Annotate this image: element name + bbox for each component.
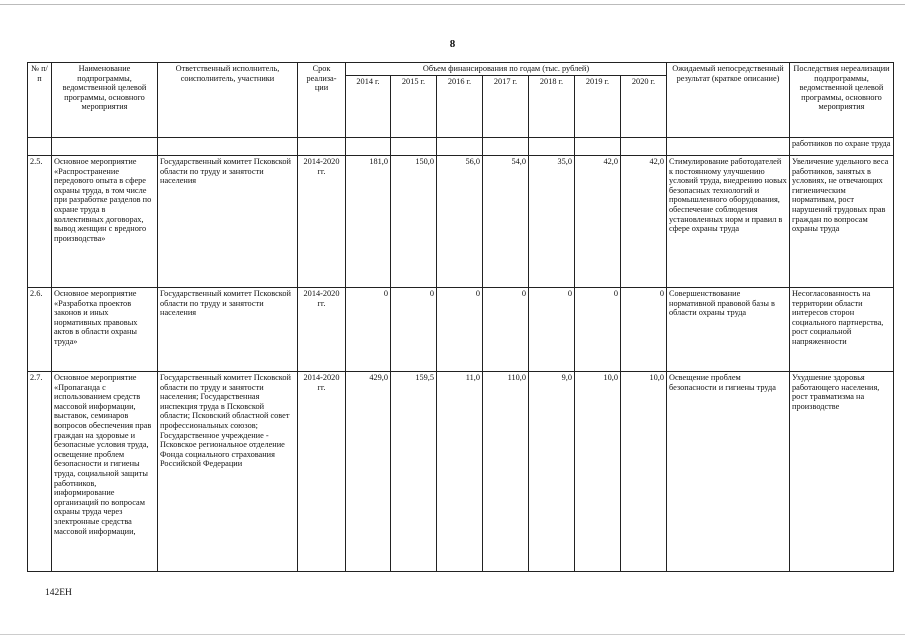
page-number: 8: [449, 38, 456, 50]
header-row-1: [28, 63, 894, 76]
row-consequence: Несогласованность на территории области интересов сторон социального партнерства, рост социальной напряженности: [790, 288, 894, 372]
header-year: 2015 г.: [391, 75, 437, 137]
table-row: [28, 288, 894, 372]
row-value: 42,0: [575, 156, 621, 288]
header-num: № п/п: [28, 63, 52, 138]
header-year: 2019 г.: [575, 75, 621, 137]
header-year: 2017 г.: [483, 75, 529, 137]
header-year: 2020 г.: [621, 75, 667, 137]
row-value: 0: [346, 288, 391, 372]
row-value: 0: [575, 288, 621, 372]
row-name: Основное мероприятие «Пропаганда с использованием средств массовой информации, выставок, семинаров вопросов обеспечения прав граждан на здоровые и безопасные условия труда, освещение проблем безопасности и гигиены труда, социальной защиты работников, информирование организаций по вопросам охраны труда через электронные средства массовой информации,: [52, 372, 158, 572]
row-result: Совершенствование нормативной правовой базы в области охраны труда: [667, 288, 790, 372]
header-executor: Ответственный исполнитель, соисполнитель, участники: [158, 63, 298, 138]
header-year: 2014 г.: [346, 75, 391, 137]
row-value: 0: [483, 288, 529, 372]
row-executor: Государственный комитет Псковской области по труду и занятости населения; Государственная инспекция труда в Псковской области; Псковский областной совет профессиональных союзов; Государственное учреждение - Псковское региональное отделение Фонда социального страхования Российской Федерации: [158, 372, 298, 572]
row-value: 54,0: [483, 156, 529, 288]
row-value: 11,0: [437, 372, 483, 572]
row-value: 0: [621, 288, 667, 372]
row-value: 56,0: [437, 156, 483, 288]
row-executor: Государственный комитет Псковской области по труду и занятости населения: [158, 156, 298, 288]
row-num: 2.5.: [28, 156, 52, 288]
row-executor: Государственный комитет Псковской области по труду и занятости населения: [158, 288, 298, 372]
row-value: 0: [529, 288, 575, 372]
top-scan-edge: [0, 4, 905, 5]
row-value: 429,0: [346, 372, 391, 572]
header-result: Ожидаемый непосредственный результат (краткое описание): [667, 63, 790, 138]
row-value: 35,0: [529, 156, 575, 288]
row-result: Стимулирование работодателей к постоянному улучшению условий труда, внедрению новых безопасных технологий и промышленного оборудования, обеспечение соблюдения установленных норм и правил в сфере охраны труда: [667, 156, 790, 288]
row-value: 42,0: [621, 156, 667, 288]
row-value: 10,0: [621, 372, 667, 572]
header-year: 2016 г.: [437, 75, 483, 137]
table-row: [28, 372, 894, 572]
row-value: 0: [391, 288, 437, 372]
row-value: 9,0: [529, 372, 575, 572]
row-value: 10,0: [575, 372, 621, 572]
bottom-scan-edge: [0, 634, 905, 635]
table-row: [28, 156, 894, 288]
row-value: 110,0: [483, 372, 529, 572]
row-num: 2.7.: [28, 372, 52, 572]
row-num: 2.6.: [28, 288, 52, 372]
row-result: Освещение проблем безопасности и гигиены труда: [667, 372, 790, 572]
header-name: Наименование подпрограммы, ведомственной целевой программы, основного мероприятия: [52, 63, 158, 138]
program-table: [27, 62, 894, 572]
header-term: Срок реализа-ции: [298, 63, 346, 138]
row-term: 2014-2020 гг.: [298, 156, 346, 288]
row-consequence: Ухудшение здоровья работающего населения, рост травматизма на производстве: [790, 372, 894, 572]
row-consequence: Увеличение удельного веса работников, занятых в условиях, не отвечающих гигиеническим нормативам, рост нарушений трудовых прав граждан по вопросам охраны труда: [790, 156, 894, 288]
table-row-continuation: [28, 138, 894, 156]
row-term: 2014-2020 гг.: [298, 372, 346, 572]
header-funding: Объем финансирования по годам (тыс. рублей): [346, 63, 667, 76]
row-value: 159,5: [391, 372, 437, 572]
row-value: 181,0: [346, 156, 391, 288]
continuation-consequence: работников по охране труда: [790, 138, 894, 156]
row-value: 150,0: [391, 156, 437, 288]
footer-code: 142EH: [45, 588, 72, 598]
row-value: 0: [437, 288, 483, 372]
row-term: 2014-2020 гг.: [298, 288, 346, 372]
row-name: Основное мероприятие «Распространение передового опыта в сфере охраны труда, в том числе при разработке разделов по охране труда в коллективных договорах, вывод женщин с вредного производства»: [52, 156, 158, 288]
header-year: 2018 г.: [529, 75, 575, 137]
row-name: Основное мероприятие «Разработка проектов законов и иных нормативных правовых актов в области охраны труда»: [52, 288, 158, 372]
header-consequence: Последствия нереализации подпрограммы, ведомственной целевой программы, основного мероприятия: [790, 63, 894, 138]
